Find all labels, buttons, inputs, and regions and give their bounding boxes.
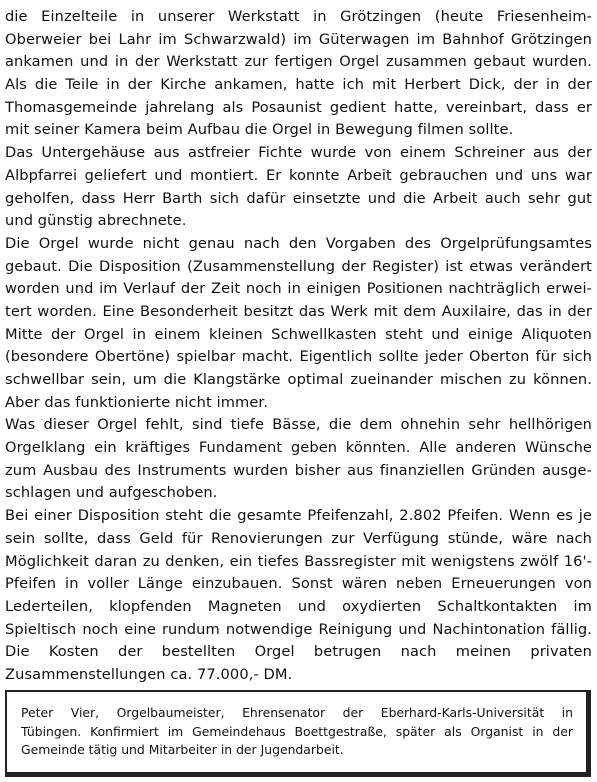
body-line: ankamen und in der Werkstatt zur fertigen Orgel zusammen gebaut wurden.: [5, 53, 592, 71]
body-line: gebaut. Die Disposition (Zusammenstellung der Register) ist etwas verändert: [5, 257, 592, 275]
body-line: und günstig abrechnete.: [5, 212, 187, 230]
body-line: Möglichkeit daran zu denken, ein tiefes Bassregister mit wenigstens zwölf 16'-: [5, 552, 592, 570]
body-line: schlagen und aufgeschoben.: [5, 484, 218, 502]
body-line: mit seiner Kamera beim Aufbau die Orgel in Bewegung filmen sollte.: [5, 121, 514, 139]
body-line: Orgelklang ein kräftiges Fundament geben könnten. Alle anderen Wünsche: [5, 439, 592, 457]
body-line: Albpfarrei geliefert und montiert. Er konnte Arbeit gebrauchen und uns war: [5, 166, 592, 184]
body-line: Bei einer Disposition steht die gesamte Pfeifenzahl, 2.802 Pfeifen. Wenn es je: [5, 507, 592, 525]
bio-line: Peter Vier, Orgelbaumeister, Ehrensenator der Eberhard-Karls-Universität in: [21, 705, 573, 720]
body-line: Zusammenstellungen ca. 77.000,- DM.: [5, 665, 293, 683]
article-body: [5, 6, 592, 687]
author-bio-box: [5, 690, 591, 777]
bio-line: Tübingen. Konfirmiert im Gemeindehaus Boettgestraße, später als Organist in der: [21, 723, 573, 739]
body-line: Die Kosten der bestellten Orgel betrugen nach meinen privaten: [5, 643, 592, 661]
body-line: worden und im Verlauf der Zeit noch in einigen Positionen nachträglich erwei-: [5, 280, 592, 298]
body-line: Das Untergehäuse aus astfreier Fichte wurde von einem Schreiner aus der: [5, 144, 592, 162]
body-line: Die Orgel wurde nicht genau nach den Vorgaben des Orgelprüfungsamtes: [5, 234, 592, 252]
body-line: tert worden. Eine Besonderheit besitzt das Werk mit dem Auxilaire, das in der: [5, 302, 592, 320]
body-line: schwellbar sein, um die Klangstärke optimal zueinander mischen zu können.: [5, 371, 592, 388]
body-line: Lederteilen, klopfenden Magneten und oxydierten Schaltkontakten im: [5, 597, 592, 615]
body-line: sein sollte, dass Geld für Renovierungen zur Verfügung stünde, wäre nach: [5, 529, 592, 547]
body-line: geholfen, dass Herr Barth sich dafür einsetzte und die Arbeit auch sehr gut: [5, 189, 592, 207]
bio-line: Gemeinde tätig und Mitarbeiter in der Jugendarbeit.: [21, 742, 344, 757]
body-line: die Einzelteile in unserer Werkstatt in Grötzingen (heute Friesenheim-: [5, 8, 592, 25]
body-line: Pfeifen in voller Länge einzubauen. Sonst wären neben Erneuerungen von: [5, 575, 592, 593]
body-line: zum Ausbau des Instruments wurden bisher aus finanziellen Gründen ausge-: [5, 461, 592, 479]
body-line: Spieltisch noch eine rundum notwendige Reinigung und Nachintonation fällig.: [5, 620, 592, 638]
body-line: Mitte der Orgel in einem kleinen Schwellkasten steht und einige Aliquoten: [5, 325, 592, 343]
body-line: Was dieser Orgel fehlt, sind tiefe Bässe, die dem ohnehin sehr hellhörigen: [5, 416, 592, 434]
body-line: Aber das funktionierte nicht immer.: [5, 393, 268, 411]
author-bio-text: [21, 704, 573, 760]
body-line: Als die Teile in der Kirche ankamen, hatte ich mit Herbert Dick, der in der: [5, 76, 592, 94]
body-line: Thomasgemeinde jahrelang als Posaunist gedient hatte, vereinbart, dass er: [5, 98, 592, 116]
body-line: (besondere Obertöne) spielbar macht. Eigentlich sollte jeder Oberton für sich: [5, 348, 592, 366]
body-line: Oberweier bei Lahr im Schwarzwald) im Güterwagen im Bahnhof Grötzingen: [5, 30, 592, 48]
